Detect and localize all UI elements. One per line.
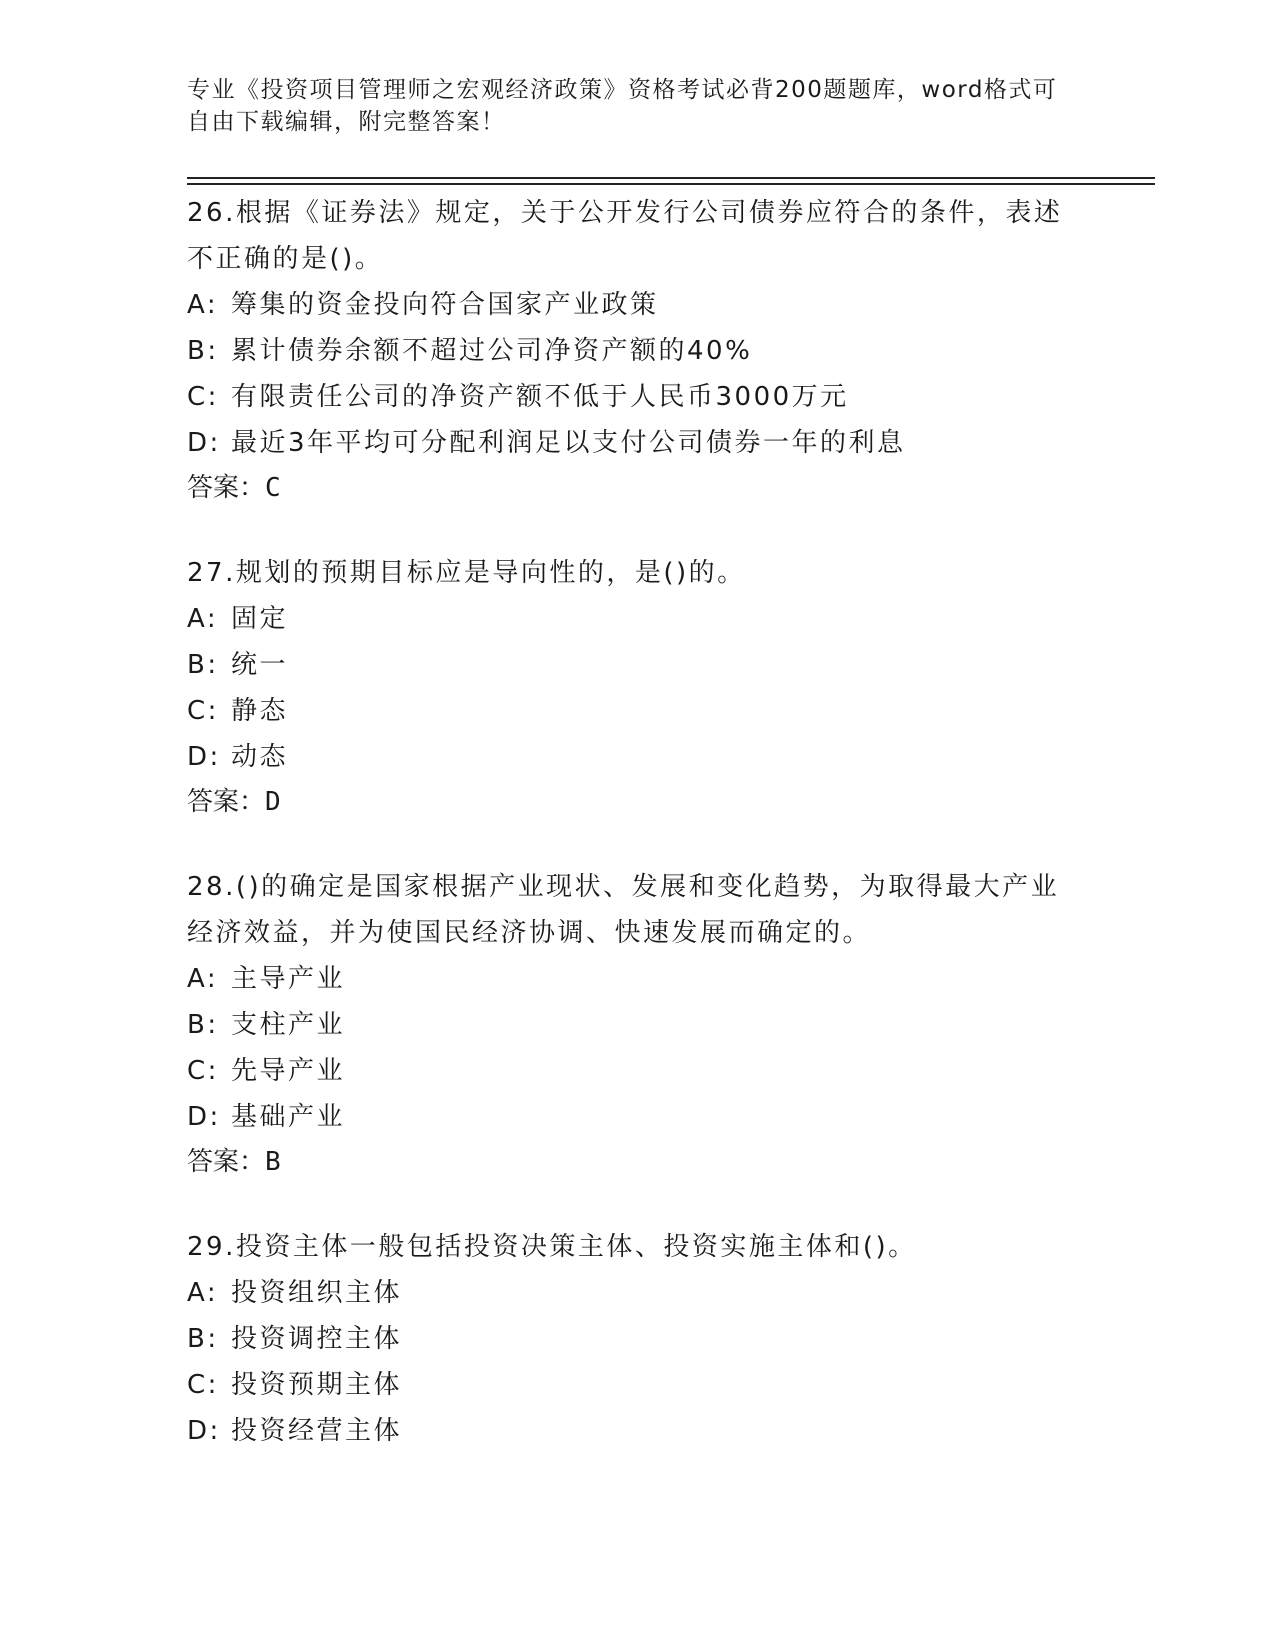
- option-a: [187, 1270, 1087, 1316]
- option-text: 固定: [231, 604, 289, 634]
- option-text: 静态: [231, 696, 289, 726]
- option-label: A:: [187, 290, 219, 320]
- question-stem-line: 28.()的确定是国家根据产业现状、发展和变化趋势，为取得最大产业: [187, 872, 1060, 902]
- option-b: [187, 642, 1087, 688]
- option-text: 最近3年平均可分配利润足以支付公司债券一年的利息: [231, 428, 906, 458]
- answer-value: B: [265, 1147, 281, 1177]
- answer: [187, 1140, 1087, 1184]
- question-stem-line: 不正确的是()。: [187, 244, 384, 274]
- question-stem-line: 经济效益，并为使国民经济协调、快速发展而确定的。: [187, 918, 872, 948]
- option-b: [187, 1316, 1087, 1362]
- header-divider-top: [187, 177, 1155, 179]
- question-stem-line: 26.根据《证券法》规定，关于公开发行公司债券应符合的条件，表述: [187, 198, 1063, 228]
- option-label: B:: [187, 650, 219, 680]
- option-text: 累计债券余额不超过公司净资产额的40%: [231, 336, 753, 366]
- option-text: 先导产业: [231, 1056, 346, 1086]
- option-label: C:: [187, 382, 219, 412]
- answer-label: 答案：: [187, 787, 266, 817]
- option-b: [187, 1002, 1087, 1048]
- option-d: [187, 1094, 1087, 1140]
- option-c: [187, 1362, 1087, 1408]
- option-c: [187, 374, 1087, 420]
- question-26: [187, 190, 1087, 510]
- option-c: [187, 688, 1087, 734]
- option-text: 主导产业: [231, 964, 346, 994]
- answer-label: 答案：: [187, 1147, 266, 1177]
- header-line-2: 自由下载编辑，附完整答案！: [187, 109, 506, 135]
- option-label: A:: [187, 1278, 219, 1308]
- option-d: [187, 1408, 1087, 1454]
- question-28: [187, 864, 1087, 1184]
- option-label: B:: [187, 336, 219, 366]
- header-line-1: 专业《投资项目管理师之宏观经济政策》资格考试必背200题题库，word格式可: [187, 77, 1058, 103]
- answer-value: C: [265, 473, 281, 503]
- answer: [187, 780, 1087, 824]
- option-c: [187, 1048, 1087, 1094]
- option-text: 投资组织主体: [231, 1278, 403, 1308]
- option-text: 投资调控主体: [231, 1324, 403, 1354]
- answer-value: D: [265, 787, 281, 817]
- option-text: 统一: [231, 650, 289, 680]
- option-label: D:: [187, 1416, 221, 1446]
- option-a: [187, 596, 1087, 642]
- option-label: C:: [187, 696, 219, 726]
- answer: [187, 466, 1087, 510]
- header-divider-bottom: [187, 183, 1155, 185]
- option-d: [187, 734, 1087, 780]
- option-label: A:: [187, 964, 219, 994]
- question-stem-line: 27.规划的预期目标应是导向性的，是()的。: [187, 558, 746, 588]
- option-label: D:: [187, 1102, 221, 1132]
- answer-label: 答案：: [187, 473, 266, 503]
- option-text: 有限责任公司的净资产额不低于人民币3000万元: [231, 382, 849, 412]
- option-text: 支柱产业: [231, 1010, 346, 1040]
- question-27: [187, 550, 1087, 824]
- option-text: 基础产业: [231, 1102, 346, 1132]
- option-a: [187, 282, 1087, 328]
- option-label: B:: [187, 1324, 219, 1354]
- option-text: 投资预期主体: [231, 1370, 403, 1400]
- option-label: A:: [187, 604, 219, 634]
- question-stem-line: 29.投资主体一般包括投资决策主体、投资实施主体和()。: [187, 1232, 917, 1262]
- option-a: [187, 956, 1087, 1002]
- option-text: 投资经营主体: [231, 1416, 403, 1446]
- option-text: 动态: [231, 742, 289, 772]
- option-label: D:: [187, 742, 221, 772]
- option-text: 筹集的资金投向符合国家产业政策: [231, 290, 659, 320]
- question-list: [187, 190, 1087, 1494]
- document-header: [187, 74, 1067, 138]
- option-b: [187, 328, 1087, 374]
- question-29: [187, 1224, 1087, 1454]
- option-label: C:: [187, 1370, 219, 1400]
- option-label: C:: [187, 1056, 219, 1086]
- option-label: B:: [187, 1010, 219, 1040]
- option-label: D:: [187, 428, 221, 458]
- option-d: [187, 420, 1087, 466]
